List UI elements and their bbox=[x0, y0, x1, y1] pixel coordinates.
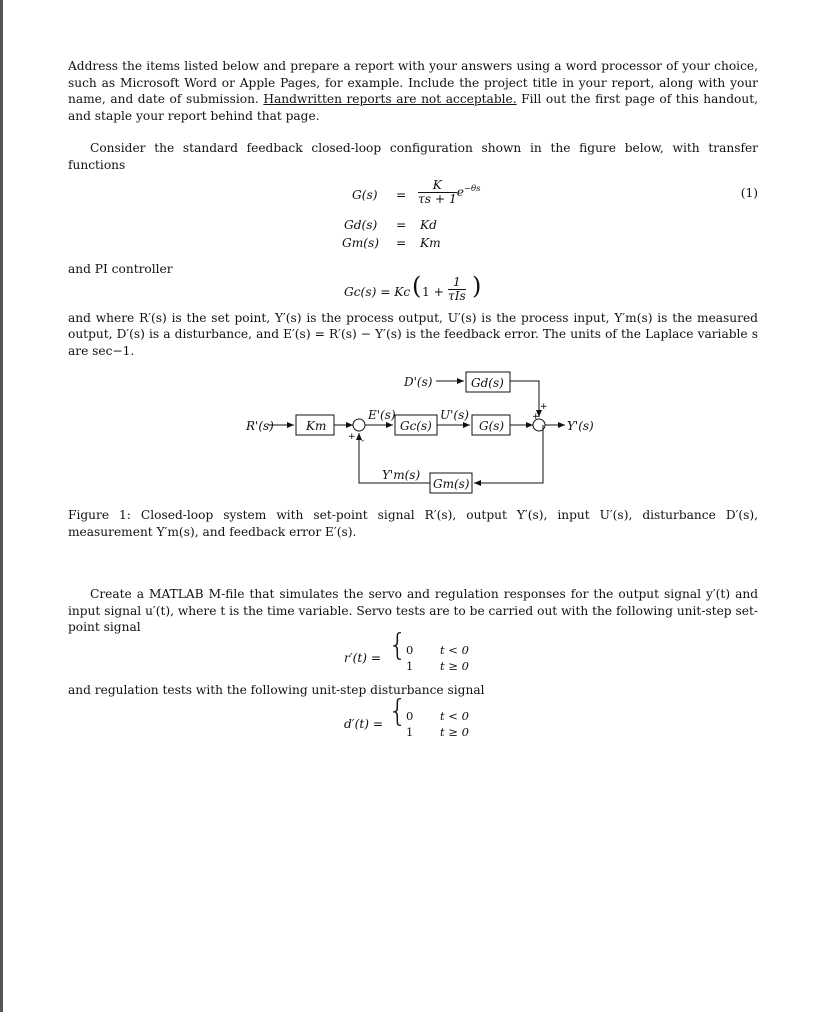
pi-num: 1 bbox=[448, 276, 466, 290]
matlab-paragraph: Create a MATLAB M-file that simulates the servo and regulation responses for the output signal y′(t) and input signal u′(t), where t is the time variable. Servo tests are to be carried out with the following unit-step set-point signal bbox=[68, 587, 758, 634]
pi-paren-open: ( bbox=[412, 271, 422, 300]
pi-intro: and PI controller bbox=[68, 262, 173, 276]
label-r: R'(s) bbox=[246, 419, 274, 433]
label-ym: Y'm(s) bbox=[382, 468, 421, 482]
setpoint-v1: 1 bbox=[406, 658, 414, 673]
setpoint-c1: t ≥ 0 bbox=[440, 658, 469, 673]
pi-equation bbox=[68, 271, 758, 308]
eq-g-sup: −θs bbox=[463, 183, 481, 194]
pi-den: τIs bbox=[448, 288, 466, 303]
pi-paren-close: ) bbox=[472, 271, 482, 300]
eq-gd-lhs: Gd(s) bbox=[344, 218, 378, 232]
intro-underlined: Handwritten reports are not acceptable. bbox=[263, 92, 517, 106]
page-edge bbox=[0, 0, 3, 1012]
intro-paragraph bbox=[68, 58, 758, 124]
svg-text:+: + bbox=[540, 402, 548, 412]
summing-junction-1 bbox=[353, 419, 365, 431]
label-u: U'(s) bbox=[440, 408, 469, 422]
intro-text-end: Fill out the first page of this handout, and staple your report behind that page. bbox=[68, 92, 758, 123]
where-paragraph: and where R′(s) is the set point, Y′(s) is the process output, U′(s) is the process input, Y′m(s) is the measured output, D′(s) is a disturbance, and E′(s) = R′(s) − Y′(s) is the feedback error. The units of the Laplace variable s are sec−1. bbox=[68, 310, 758, 358]
eq-g-den: τs + 1 bbox=[418, 192, 457, 206]
regulation-paragraph: and regulation tests with the following unit-step disturbance signal bbox=[68, 682, 485, 697]
disturbance-v1: 1 bbox=[406, 725, 414, 739]
svg-text:+: + bbox=[348, 432, 356, 442]
label-gd: Gd(s) bbox=[471, 376, 504, 390]
svg-text:+: + bbox=[532, 412, 540, 422]
eq-gd-eq: = bbox=[396, 218, 407, 232]
eq-g-num: K bbox=[418, 179, 457, 193]
label-e: E'(s) bbox=[368, 408, 396, 422]
eq-g-rhs bbox=[418, 179, 481, 206]
label-gc: Gc(s) bbox=[400, 419, 432, 433]
eq-g-eq: = bbox=[396, 188, 407, 202]
pi-one: 1 + bbox=[422, 284, 444, 299]
transfer-functions bbox=[68, 178, 758, 251]
disturbance-v0: 0 bbox=[406, 709, 414, 723]
label-km: Km bbox=[306, 419, 327, 433]
disturbance-brace: { bbox=[388, 694, 408, 729]
setpoint-lhs: r′(t) = bbox=[344, 650, 382, 665]
setpoint-c0: t < 0 bbox=[440, 642, 469, 657]
eq-g-exp: e bbox=[456, 185, 464, 199]
svg-text:-: - bbox=[361, 436, 365, 446]
eq-gm-eq: = bbox=[396, 236, 407, 250]
setpoint-v0: 0 bbox=[406, 642, 414, 657]
label-gm: Gm(s) bbox=[433, 477, 470, 491]
intro-text: Address the items listed below and prepare a report with your answers using a word processor of your choice, such as Microsoft Word or Apple Pages, for example. Include the project title in your report, along with your name, and date of submission. bbox=[68, 59, 758, 106]
disturbance-signal bbox=[68, 694, 758, 742]
disturbance-lhs: d′(t) = bbox=[344, 717, 384, 731]
setpoint-brace: { bbox=[388, 627, 408, 663]
eq-gm-lhs: Gm(s) bbox=[342, 236, 380, 250]
eq-gm-rhs: Km bbox=[420, 236, 441, 250]
disturbance-c0: t < 0 bbox=[440, 709, 469, 723]
disturbance-c1: t ≥ 0 bbox=[440, 725, 469, 739]
eq-g-lhs: G(s) bbox=[352, 188, 378, 202]
document-page bbox=[68, 58, 758, 748]
eq-gd-rhs: Kd bbox=[420, 218, 437, 232]
label-g: G(s) bbox=[479, 419, 505, 433]
equation-number: (1) bbox=[740, 186, 758, 200]
pi-lhs: Gc(s) = Kc bbox=[344, 284, 411, 299]
label-d: D'(s) bbox=[404, 375, 433, 389]
consider-paragraph: Consider the standard feedback closed-loop configuration shown in the figure below, with transfer functions bbox=[68, 141, 758, 172]
figure-caption: Figure 1: Closed-loop system with set-point signal R′(s), output Y′(s), input U′(s), disturbance D′(s), measurement Y′m(s), and feedback error E′(s). bbox=[68, 508, 758, 539]
setpoint-signal bbox=[68, 627, 758, 676]
label-y: Y'(s) bbox=[567, 419, 594, 433]
block-diagram bbox=[68, 371, 758, 501]
